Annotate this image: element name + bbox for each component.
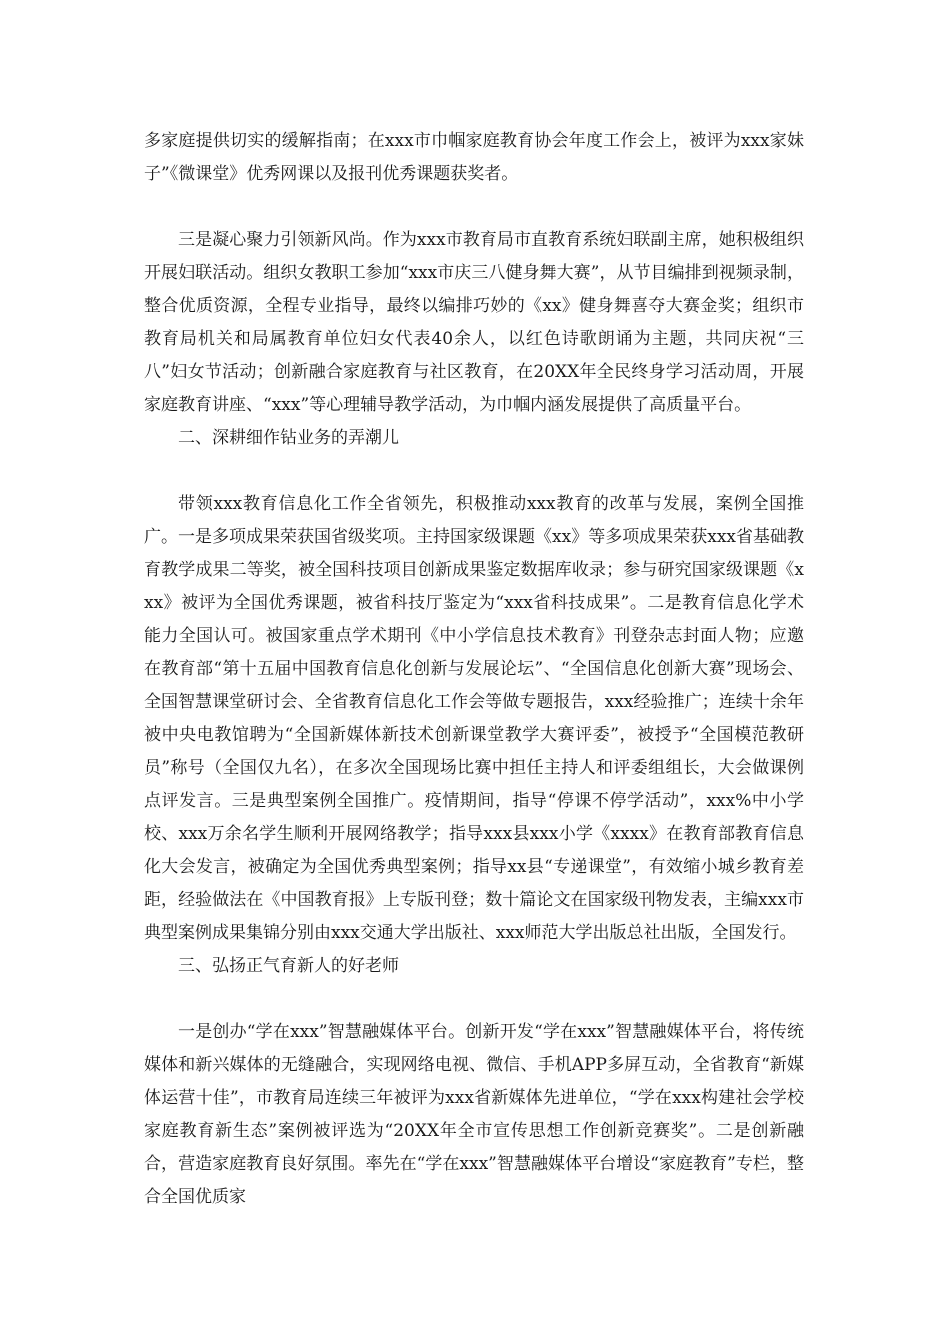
section-2-heading: 二、深耕细作钻业务的弄潮儿 — [178, 428, 399, 448]
section-2-body-paragraph: 带领xxx教育信息化工作全省领先，积极推动xxx教育的改革与发展，案例全国推广。一是多项成果荣获国省级奖项。主持国家级课题《xx》等多项成果荣获xxx省基础教育教学成果二等奖，被全国科技项目创新成果鉴定数据库收录；参与研究国家级课题《xxx》被评为全国优秀课题，被省科技厅鉴定为“xxx省科技成果”。二是教育信息化学术能力全国认可。被国家重点学术期刊《中小学信息技术教育》刊登杂志封面人物；应邀在教育部“第十五届中国教育信息化创新与发展论坛”、“全国信息化创新大赛”现场会、全国智慧课堂研讨会、全省教育信息化工作会等做专题报告，xxx经验推广；连续十余年被中央电教馆聘为“全国新媒体新技术创新课堂教学大赛评委”，被授予“全国模范教研员”称号（全国仅九名），在多次全国现场比赛中担任主持人和评委组组长，大会做课例点评发言。三是典型案例全国推广。疫情期间，指导“停课不停学活动”，xxx%中小学校、xxx万余名学生顺利开展网络教学；指导xxx县xxx小学《xxxx》在教育部教育信息化大会发言，被确定为全国优秀典型案例；指导xx县“专递课堂”，有效缩小城乡教育差距，经验做法在《中国教育报》上专版刊登；数十篇论文在国家级刊物发表，主编xxx市典型案例成果集锦分别由xxx交通大学出版社、xxx师范大学出版总社出版，全国发行。 — [144, 494, 804, 943]
section-3-body-paragraph: 一是创办“学在xxx”智慧融媒体平台。创新开发“学在xxx”智慧融媒体平台，将传统媒体和新兴媒体的无缝融合，实现网络电视、微信、手机APP多屏互动，全省教育“新媒体运营十佳”，市教育局连续三年被评为xxx省新媒体先进单位，“学在xxx构建社会学校家庭教育新生态”案例被评选为“20XX年全市宣传思想工作创新竞赛奖”。二是创新融合，营造家庭教育良好氛围。率先在“学在xxx”智慧融媒体平台增设“家庭教育”专栏，整合全国优质家 — [144, 1022, 804, 1207]
document-body — [144, 125, 804, 1214]
continuation-paragraph: 多家庭提供切实的缓解指南；在xxx市巾帼家庭教育协会年度工作会上，被评为xxx家妹子”《微课堂》优秀网课以及报刊优秀课题获奖者。 — [144, 131, 804, 184]
section-3-heading: 三、弘扬正气育新人的好老师 — [178, 956, 399, 976]
third-point-paragraph: 三是凝心聚力引领新风尚。作为xxx市教育局市直教育系统妇联副主席，她积极组织开展妇联活动。组织女教职工参加“xxx市庆三八健身舞大赛”，从节目编排到视频录制，整合优质资源，全程专业指导，最终以编排巧妙的《xx》健身舞喜夺大赛金奖；组织市教育局机关和局属教育单位妇女代表40余人，以红色诗歌朗诵为主题，共同庆祝“三八”妇女节活动；创新融合家庭教育与社区教育，在20XX年全民终身学习活动周，开展家庭教育讲座、“xxx”等心理辅导教学活动，为巾帼内涵发展提供了高质量平台。 — [144, 230, 804, 415]
